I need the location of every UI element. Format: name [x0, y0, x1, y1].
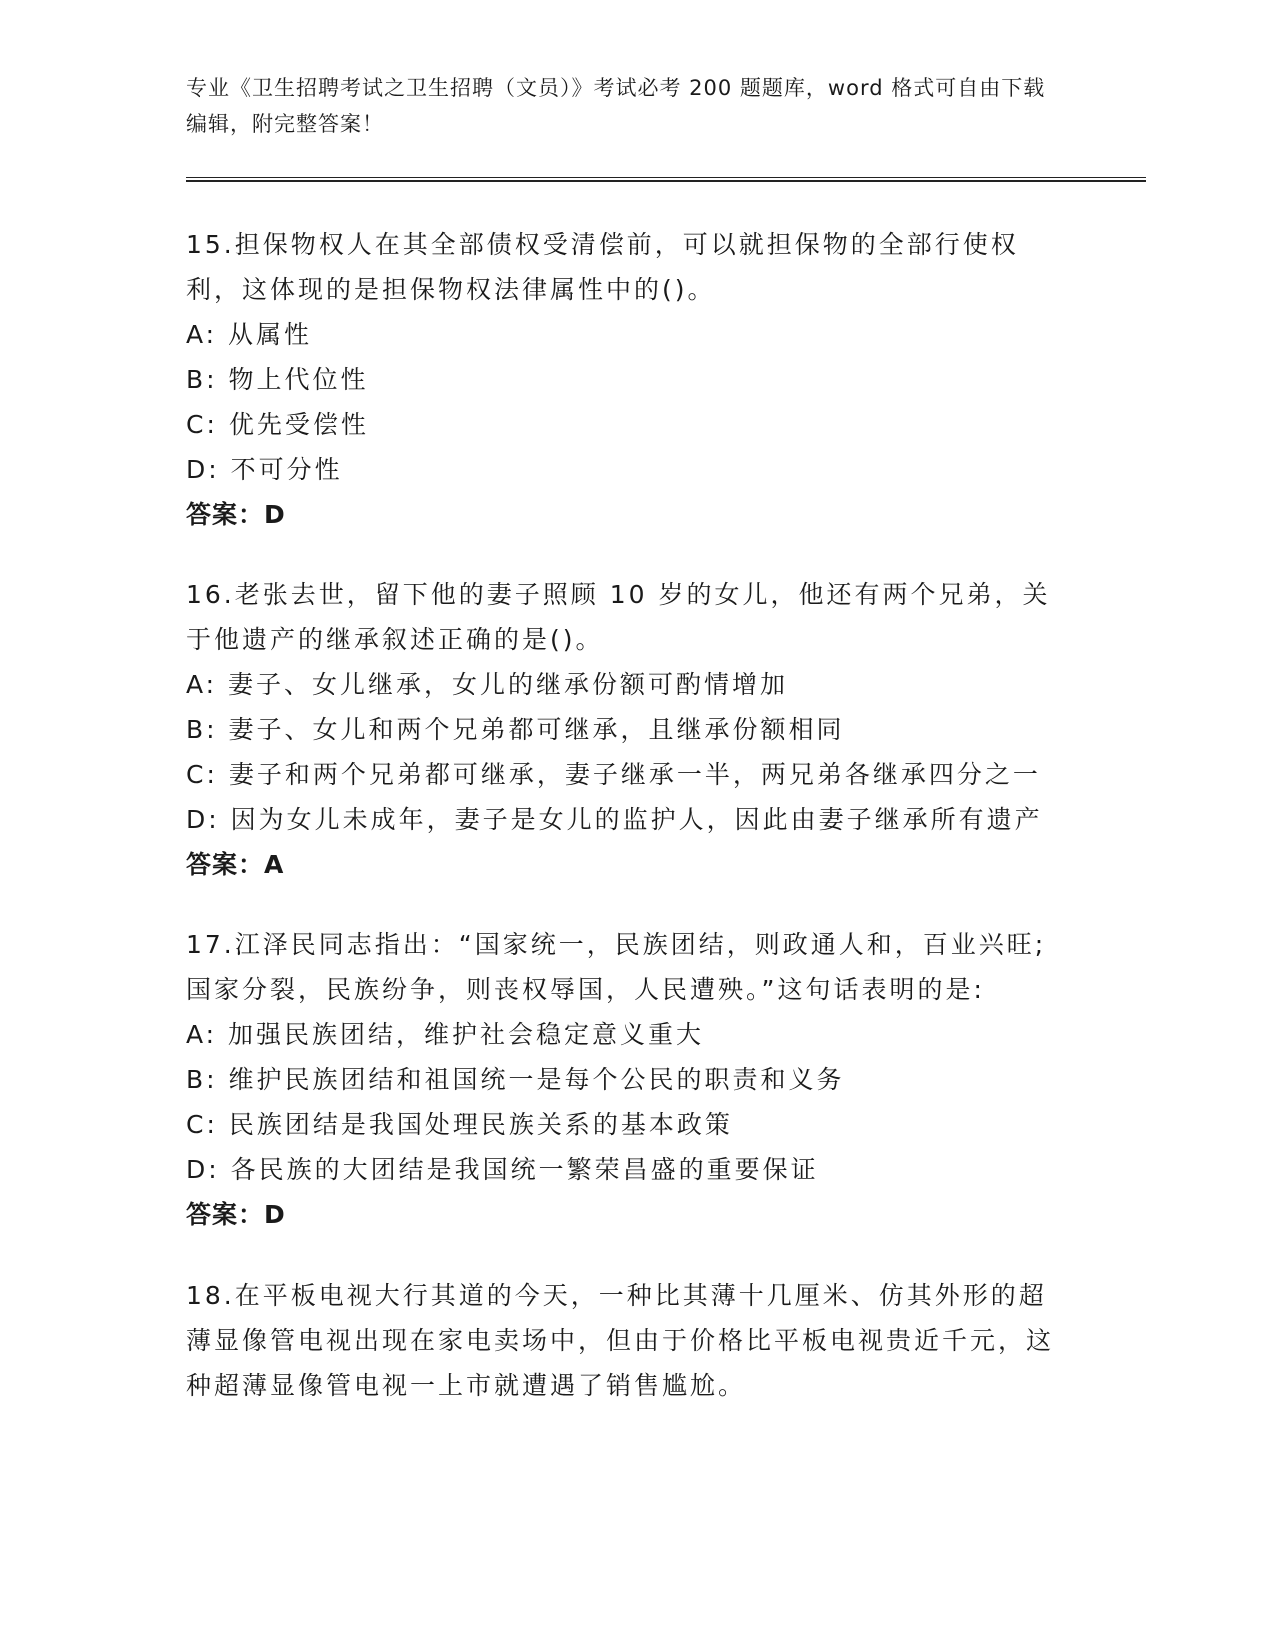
answer: 答案：D [186, 500, 286, 529]
option-b: B: 妻子、女儿和两个兄弟都可继承，且继承份额相同 [186, 715, 845, 744]
question-text: 15.担保物权人在其全部债权受清偿前，可以就担保物的全部行使权利，这体现的是担保物权法律属性中的()。 [186, 230, 1019, 304]
question-17 [186, 922, 1066, 1237]
question-text: 16.老张去世，留下他的妻子照顾 10 岁的女儿，他还有两个兄弟，关于他遗产的继承叙述正确的是()。 [186, 580, 1051, 654]
question-15 [186, 222, 1066, 537]
option-a: A: 妻子、女儿继承，女儿的继承份额可酌情增加 [186, 670, 789, 699]
option-a: A: 从属性 [186, 320, 313, 349]
question-text: 17.江泽民同志指出：“国家统一，民族团结，则政通人和，百业兴旺;国家分裂，民族纷争，则丧权辱国，人民遭殃。”这句话表明的是: [186, 930, 1047, 1004]
question-text: 18.在平板电视大行其道的今天，一种比其薄十几厘米、仿其外形的超薄显像管电视出现在家电卖场中，但由于价格比平板电视贵近千元，这种超薄显像管电视一上市就遭遇了销售尴尬。 [186, 1281, 1055, 1400]
answer: 答案：A [186, 850, 285, 879]
answer: 答案：D [186, 1200, 286, 1229]
header-divider [186, 177, 1146, 182]
option-d: D: 不可分性 [186, 455, 343, 484]
option-c: C: 优先受偿性 [186, 410, 369, 439]
option-c: C: 妻子和两个兄弟都可继承，妻子继承一半，两兄弟各继承四分之一 [186, 760, 1041, 789]
option-c: C: 民族团结是我国处理民族关系的基本政策 [186, 1110, 733, 1139]
option-a: A: 加强民族团结，维护社会稳定意义重大 [186, 1020, 705, 1049]
question-18 [186, 1273, 1066, 1408]
option-d: D: 因为女儿未成年，妻子是女儿的监护人，因此由妻子继承所有遗产 [186, 805, 1043, 834]
question-16 [186, 572, 1066, 887]
option-b: B: 维护民族团结和祖国统一是每个公民的职责和义务 [186, 1065, 845, 1094]
option-b: B: 物上代位性 [186, 365, 369, 394]
option-d: D: 各民族的大团结是我国统一繁荣昌盛的重要保证 [186, 1155, 819, 1184]
document-header: 专业《卫生招聘考试之卫生招聘（文员）》考试必考 200 题题库，word 格式可自由下载编辑，附完整答案！ [186, 76, 1046, 136]
